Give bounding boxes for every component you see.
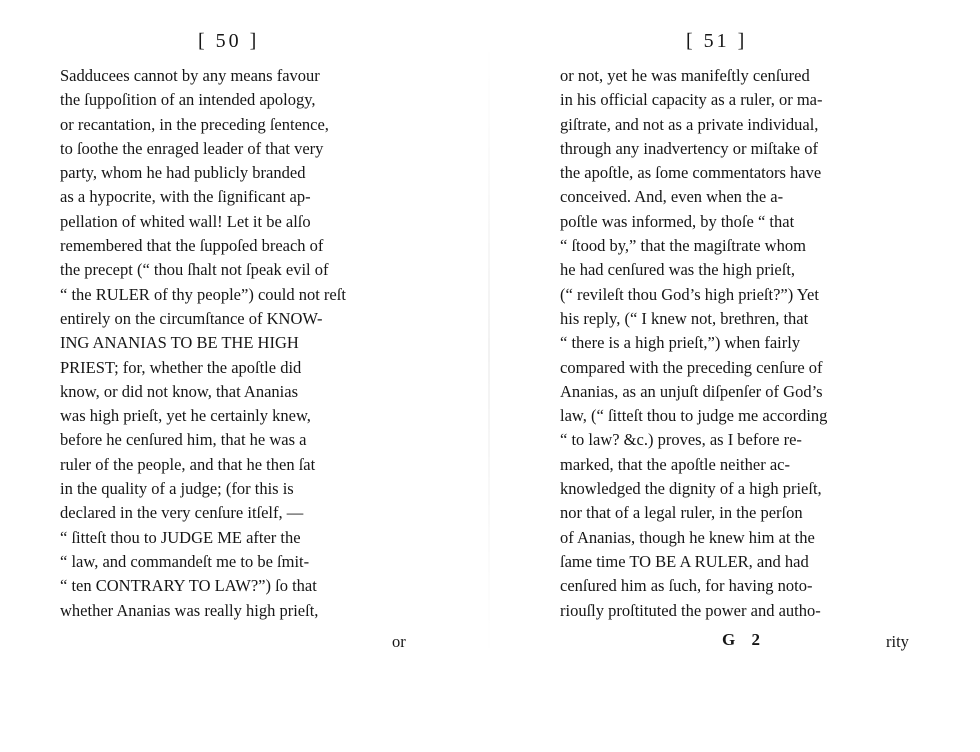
text-line: to ſoothe the enraged leader of that very: [60, 138, 324, 158]
text-line: the ſuppoſition of an intended apology,: [60, 90, 316, 110]
text-line: ruler of the people, and that he then ſat: [60, 454, 316, 474]
text-line: ING ANANIAS TO BE THE HIGH: [60, 333, 299, 353]
text-line: through any inadvertency or miſtake of: [560, 138, 818, 158]
left-page-number: [ 50 ]: [198, 30, 260, 52]
text-line: was high prieſt, yet he certainly knew,: [60, 406, 311, 426]
text-line: poſtle was informed, by thoſe “ that: [560, 211, 795, 231]
text-line: in his official capacity as a ruler, or ma-: [560, 90, 823, 110]
text-line: or recantation, in the preceding ſentence,: [60, 114, 329, 134]
text-line: compared with the preceding cenſure of: [560, 357, 823, 377]
left-page-text: [60, 64, 422, 623]
text-line: entirely on the circumſtance of KNOW-: [60, 308, 323, 328]
text-line: “ to law? &c.) proves, as I before re-: [560, 430, 802, 450]
text-line: Sadducees cannot by any means favour: [60, 66, 320, 85]
right-catchword: rity: [886, 632, 909, 651]
text-line: law, (“ ſitteſt thou to judge me according: [560, 406, 828, 426]
text-line: remembered that the ſuppoſed breach of: [60, 236, 324, 256]
text-line: the precept (“ thou ſhalt not ſpeak evil of: [60, 260, 329, 280]
text-line: “ there is a high prieſt,”) when fairly: [560, 333, 801, 353]
text-line: whether Ananias was really high prieſt,: [60, 600, 319, 620]
text-line: “ ſtood by,” that the magiſtrate whom: [560, 236, 806, 256]
text-line: Ananias, as an unjuſt diſpenſer of God’s: [560, 381, 823, 401]
text-line: “ the RULER of thy people”) could not reſt: [60, 284, 346, 304]
text-line: knowledged the dignity of a high prieſt,: [560, 479, 822, 499]
text-line: “ ten CONTRARY TO LAW?”) ſo that: [60, 576, 317, 596]
text-line: conceived. And, even when the a-: [560, 187, 784, 207]
text-line: marked, that the apoſtle neither ac-: [560, 454, 790, 474]
text-line: of Ananias, though he knew him at the: [560, 527, 815, 547]
text-line: giſtrate, and not as a private individual,: [560, 114, 819, 134]
text-line: (“ revileſt thou God’s high prieſt?”) Yet: [560, 284, 819, 304]
text-line: PRIEST; for, whether the apoſtle did: [60, 357, 302, 377]
right-page: [490, 0, 980, 752]
left-catchword: or: [392, 632, 406, 651]
text-line: as a hypocrite, with the ſignificant ap-: [60, 187, 311, 207]
text-line: know, or did not know, that Ananias: [60, 381, 299, 401]
text-line: party, whom he had publicly branded: [60, 163, 306, 183]
text-line: “ ſitteſt thou to JUDGE ME after the: [60, 527, 301, 547]
text-line: nor that of a legal ruler, in the perſon: [560, 503, 803, 523]
text-line: cenſured him as ſuch, for having noto-: [560, 576, 813, 596]
text-line: before he cenſured him, that he was a: [60, 430, 307, 450]
right-page-text: [560, 64, 920, 623]
text-line: in the quality of a judge; (for this is: [60, 479, 294, 499]
text-line: “ law, and commandeſt me to be ſmit-: [60, 551, 310, 571]
text-line: ſame time TO BE A RULER, and had: [560, 551, 809, 571]
text-line: or not, yet he was manifeſtly cenſured: [560, 66, 810, 85]
text-line: declared in the very cenſure itſelf, —: [60, 503, 304, 523]
text-line: his reply, (“ I knew not, brethren, that: [560, 308, 809, 328]
text-line: riouſly proſtituted the power and autho-: [560, 600, 821, 620]
text-line: the apoſtle, as ſome commentators have: [560, 163, 822, 183]
text-line: pellation of whited wall! Let it be alſo: [60, 211, 311, 231]
text-line: he had cenſured was the high prieſt,: [560, 260, 796, 280]
right-page-number: [ 51 ]: [686, 30, 748, 52]
signature-mark: G 2: [722, 630, 766, 649]
